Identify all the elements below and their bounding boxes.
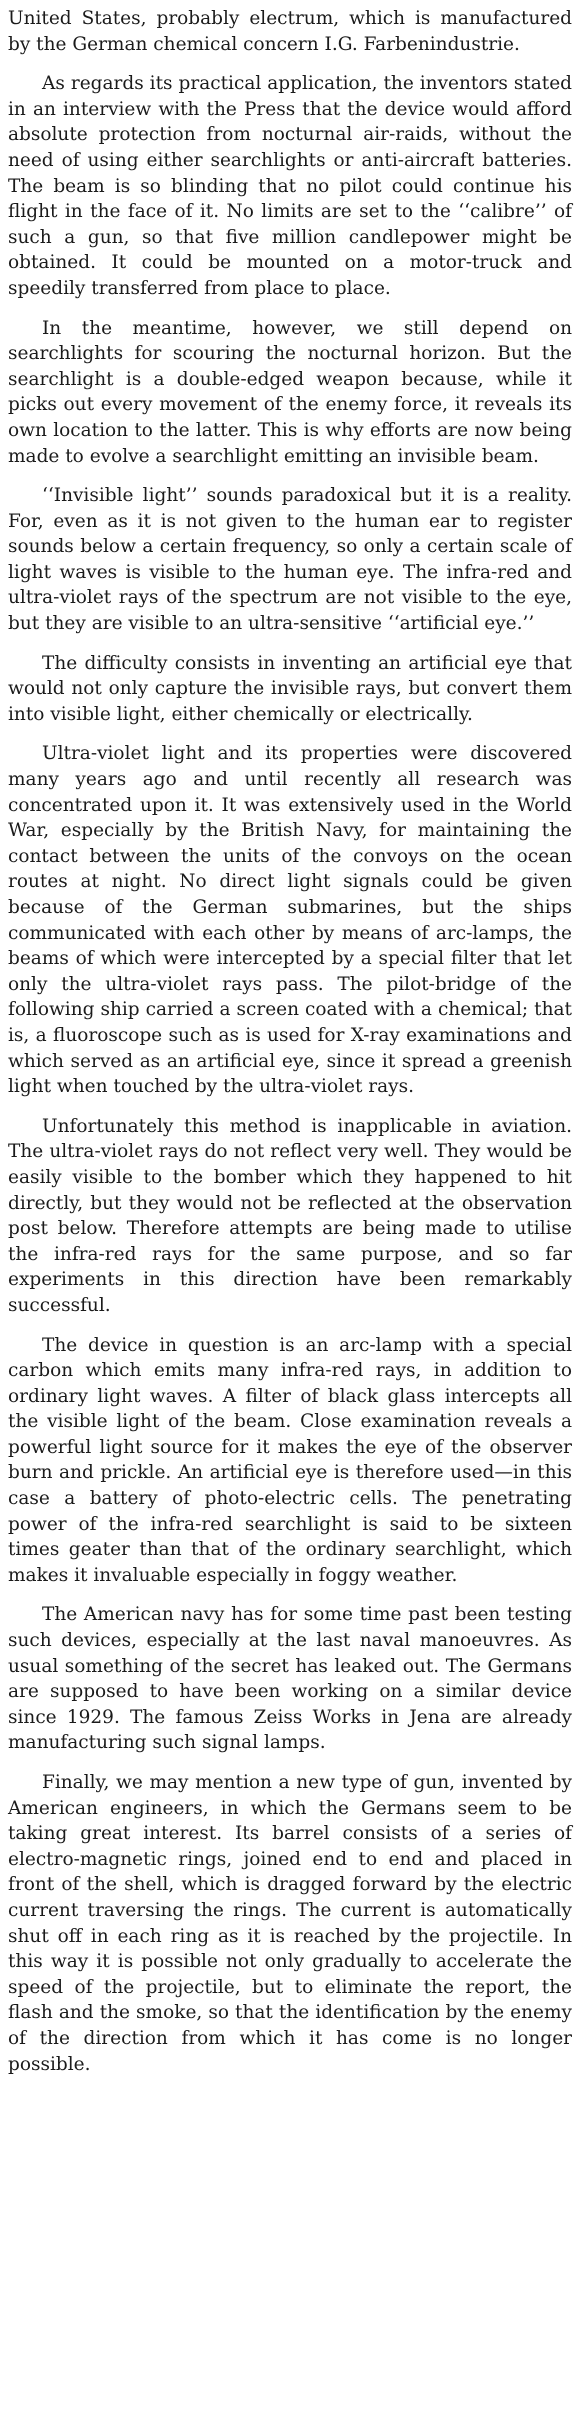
paragraph-electrum: United States, probably electrum, which is manufactured by the German chemical concern I.G. Farbenindustrie. [8, 8, 572, 55]
paragraph-electromagnetic-gun: Finally, we may mention a new type of gun, invented by American engineers, in which the Germans seem to be taking great interest. Its barrel consists of a series of electro-magnetic rings, joined end to end and placed in front of the shell, which is dragged forward by the electric current traversing the rings. The current is automatically shut off in each ring as it is reached by the projectile. In this way it is possible not only gradually to accelerate the speed of the projectile, but to eliminate the report, the flash and the smoke, so that the identification by the enemy of the direction from which it has come is no longer possible. [8, 1772, 572, 2075]
paragraph-artificial-eye: The difficulty consists in inventing an artificial eye that would not only capture the invisible rays, but convert them into visible light, either chemically or electrically. [8, 652, 572, 725]
paragraph-american-navy: The American navy has for some time past been testing such devices, especially at the last naval manoeuvres. As usual something of the secret has leaked out. The Germans are supposed to have been working on a similar device since 1929. The famous Zeiss Works in Jena are already manufacturing such signal lamps. [8, 1604, 572, 1754]
paragraph-practical-application: As regards its practical application, the inventors stated in an interview with the Press that the device would afford absolute protection from nocturnal air-raids, without the need of using either searchlights or anti-aircraft batteries. The beam is so blinding that no pilot could continue his flight in the face of it. No limits are set to the ‘‘calibre’’ of such a gun, so that five million candlepower might be obtained. It could be mounted on a motor-truck and speedily transferred from place to place. [8, 73, 572, 299]
paragraph-invisible-light: ‘‘Invisible light’’ sounds paradoxical but it is a reality. For, even as it is not given to the human ear to register sounds below a certain frequency, so only a certain scale of light waves is visible to the human eye. The infra-red and ultra-violet rays of the spectrum are not visible to the eye, but they are visible to an ultra-sensitive ‘‘artificial eye.’’ [8, 485, 572, 635]
paragraph-arc-lamp-device: The device in question is an arc-lamp with a special carbon which emits many infra-red rays, in addition to ordinary light waves. A filter of black glass intercepts all the visible light of the beam. Close examination reveals a powerful light source for it makes the eye of the observer burn and prickle. An artificial eye is therefore used—in this case a battery of photo-electric cells. The penetrating power of the infra-red searchlight is said to be sixteen times geater than that of the ordinary searchlight, which makes it invaluable especially in foggy weather. [8, 1334, 572, 1586]
paragraph-ultra-violet: Ultra-violet light and its properties were discovered many years ago and until recently all research was concentrated upon it. It was extensively used in the World War, especially by the British Navy, for maintaining the contact between the units of the convoys on the ocean routes at night. No direct light signals could be given because of the German submarines, but the ships communicated with each other by means of arc-lamps, the beams of which were intercepted by a special filter that let only the ultra-violet rays pass. The pilot-bridge of the following ship carried a screen coated with a chemical; that is, a fluoroscope such as is used for X-ray examinations and which served as an artificial eye, since it spread a greenish light when touched by the ultra-violet rays. [8, 743, 572, 1098]
paragraph-searchlights: In the meantime, however, we still depend on searchlights for scouring the nocturnal horizon. But the searchlight is a double-edged weapon because, while it picks out every movement of the enemy force, it reveals its own location to the latter. This is why efforts are now being made to evolve a searchlight emitting an invisible beam. [8, 317, 572, 467]
paragraph-aviation: Unfortunately this method is inapplicable in aviation. The ultra-violet rays do not reflect very well. They would be easily visible to the bomber which they happened to hit directly, but they would not be reflected at the observation post below. Therefore attempts are being made to utilise the infra-red rays for the same purpose, and so far experiments in this direction have been remarkably successful. [8, 1115, 572, 1316]
